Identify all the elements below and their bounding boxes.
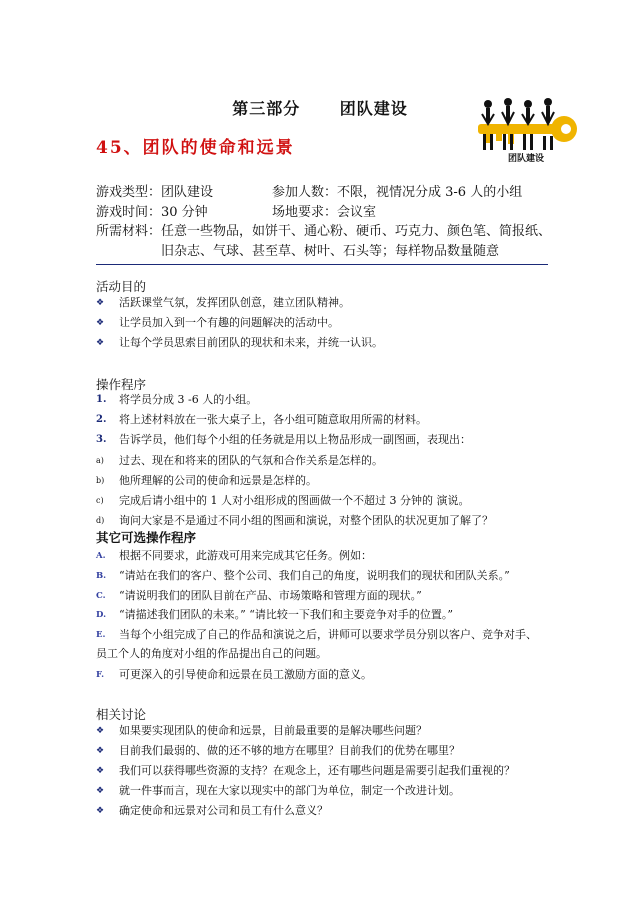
bullet-icon: ❖ xyxy=(96,746,105,756)
meta-row-2 xyxy=(96,201,377,220)
discussion-heading: 相关讨论 xyxy=(96,707,147,722)
optional-heading: 其它可选操作程序 xyxy=(96,530,197,545)
bullet-icon: ❖ xyxy=(96,338,105,348)
part-title: 第三部分 团队建设 xyxy=(232,99,408,118)
logo-caption: 团队建设 xyxy=(508,154,545,164)
meta-row-1 xyxy=(96,181,523,200)
materials-line-1: 所需材料：任意一些物品，如饼干、通心粉、硬币、巧克力、颜色笔、简报纸、 xyxy=(96,224,552,239)
procedure-heading: 操作程序 xyxy=(96,377,147,392)
participants: 参加人数：不限，视情况分成 3-6 人的小组 xyxy=(272,185,523,200)
game-type: 游戏类型：团队建设 xyxy=(96,185,214,200)
list-item-continuation: 员工个人的角度对小组的作品提出自己的问题。 xyxy=(96,647,327,660)
divider xyxy=(96,264,548,265)
venue: 场地要求：会议室 xyxy=(272,205,377,220)
game-time: 游戏时间：30 分钟 xyxy=(96,205,208,220)
purpose-heading: 活动目的 xyxy=(96,279,147,294)
bullet-icon: ❖ xyxy=(96,786,105,796)
materials-line-2: 旧杂志、气球、甚至草、树叶、石头等；每样物品数量随意 xyxy=(161,244,500,259)
bullet-icon: ❖ xyxy=(96,806,105,816)
bullet-icon: ❖ xyxy=(96,766,105,776)
bullet-icon: ❖ xyxy=(96,726,105,736)
bullet-icon: ❖ xyxy=(96,318,105,328)
game-title: 45、团队的使命和远景 xyxy=(96,138,295,158)
bullet-icon: ❖ xyxy=(96,298,105,308)
